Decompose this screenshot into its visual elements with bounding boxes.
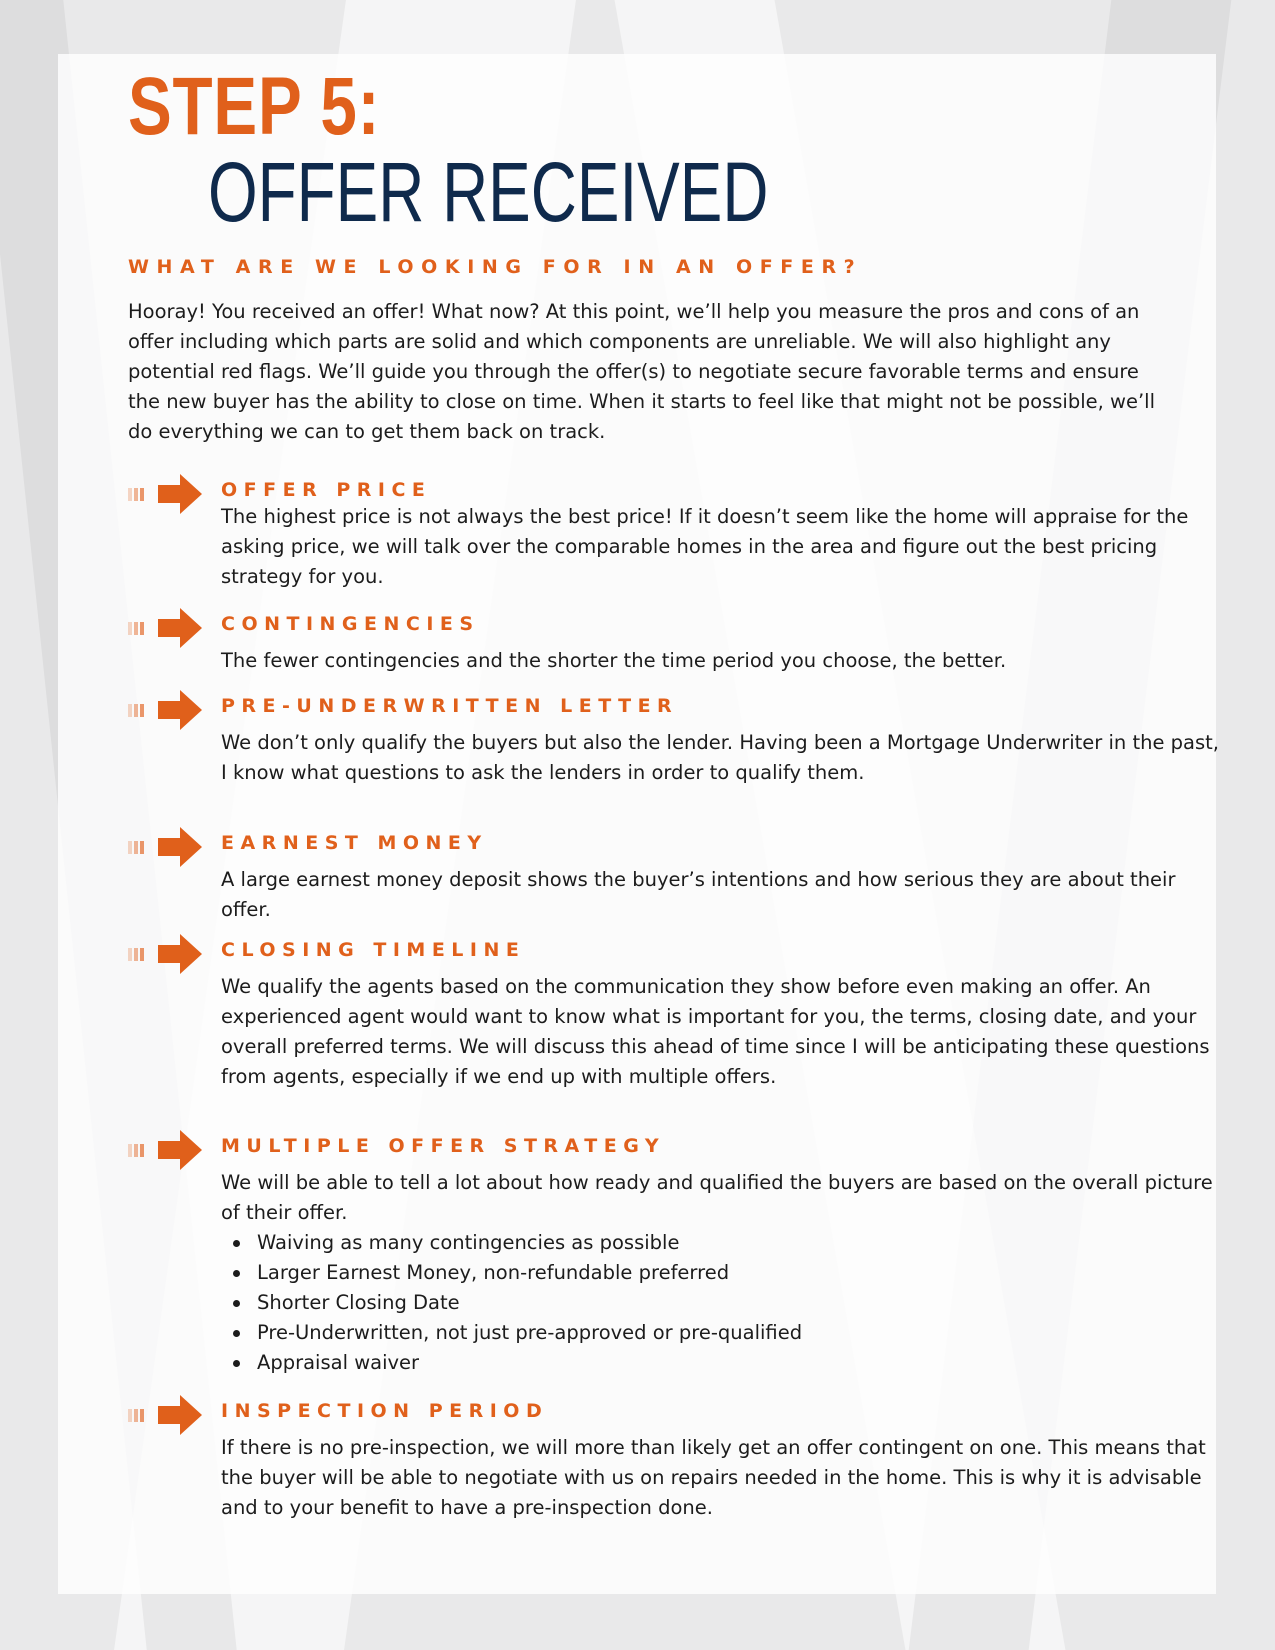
section-title: CLOSING TIMELINE bbox=[221, 939, 526, 961]
section-heading: WHAT ARE WE LOOKING FOR IN AN OFFER? bbox=[128, 256, 863, 278]
section-body: The fewer contingencies and the shorter the time period you choose, the better. bbox=[221, 649, 1007, 672]
arrow-marker-icon bbox=[128, 825, 204, 869]
list-item: Shorter Closing Date bbox=[257, 1288, 802, 1318]
page-title-step: STEP 5: bbox=[128, 61, 381, 152]
section-body: The highest price is not always the best price! If it doesn’t seem like the home will appraise for the asking price, we will talk over the comparable homes in the area and figure out the best pricing strategy for you. bbox=[221, 505, 1189, 588]
strategy-list bbox=[221, 1228, 802, 1378]
list-item: Larger Earnest Money, non-refundable preferred bbox=[257, 1258, 802, 1288]
arrow-marker-icon bbox=[128, 1128, 204, 1172]
section-body: We don’t only qualify the buyers but also the lender. Having been a Mortgage Underwriter in the past, I know what questions to ask the lenders in order to qualify them. bbox=[221, 731, 1220, 784]
section-title: MULTIPLE OFFER STRATEGY bbox=[221, 1135, 666, 1157]
arrow-marker-icon bbox=[128, 472, 204, 516]
section-title: PRE-UNDERWRITTEN LETTER bbox=[221, 695, 679, 717]
arrow-marker-icon bbox=[128, 606, 204, 650]
list-item: Waiving as many contingencies as possible bbox=[257, 1228, 802, 1258]
section-title: CONTINGENCIES bbox=[221, 613, 480, 635]
section-title: EARNEST MONEY bbox=[221, 832, 488, 854]
section-title: OFFER PRICE bbox=[221, 479, 432, 501]
list-item: Appraisal waiver bbox=[257, 1348, 802, 1378]
arrow-marker-icon bbox=[128, 932, 204, 976]
list-item: Pre-Underwritten, not just pre-approved or pre-qualified bbox=[257, 1318, 802, 1348]
page-title: OFFER RECEIVED bbox=[208, 145, 769, 239]
section-body: A large earnest money deposit shows the buyer’s intentions and how serious they are about their offer. bbox=[221, 868, 1176, 921]
section-body: We qualify the agents based on the communication they show before even making an offer. An experienced agent would want to know what is important for you, the terms, closing date, and your overall preferred terms. We will discuss this ahead of time since I will be anticipating these questions from agents, especially if we end up with multiple offers. bbox=[221, 975, 1210, 1088]
arrow-marker-icon bbox=[128, 688, 204, 732]
section-body: We will be able to tell a lot about how ready and qualified the buyers are based on the overall picture of their offer. bbox=[221, 1171, 1213, 1224]
arrow-marker-icon bbox=[128, 1393, 204, 1437]
section-title: INSPECTION PERIOD bbox=[221, 1400, 549, 1422]
section-body: If there is no pre-inspection, we will more than likely get an offer contingent on one. This means that the buyer will be able to negotiate with us on repairs needed in the home. This is why it is advisable and to your benefit to have a pre-inspection done. bbox=[221, 1436, 1206, 1519]
intro-paragraph: Hooray! You received an offer! What now? At this point, we’ll help you measure the pros and cons of an offer including which parts are solid and which components are unreliable. We will also highlight any potential red flags. We’ll guide you through the offer(s) to negotiate secure favorable terms and ensure the new buyer has the ability to close on time. When it starts to feel like that might not be possible, we’ll do everything we can to get them back on track. bbox=[128, 300, 1155, 443]
